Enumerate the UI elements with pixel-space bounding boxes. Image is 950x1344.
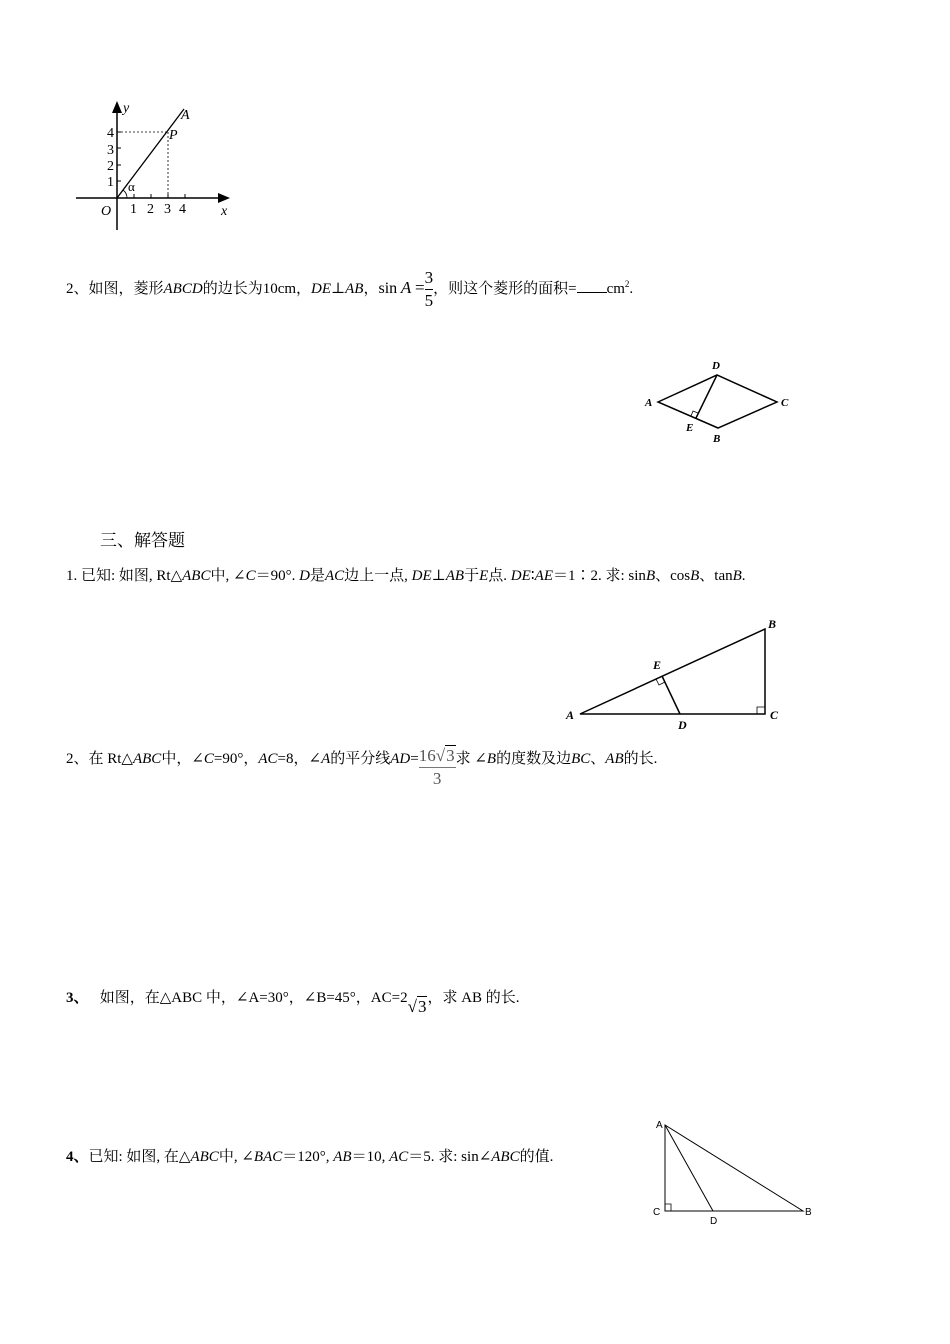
q1-label-a: A (566, 708, 575, 722)
q1-ac: AC (324, 568, 345, 584)
q2-fill-ab: AB (345, 281, 364, 297)
q1-p10: ＝1∶2. 求: sin (553, 568, 646, 584)
q4-label-d: D (710, 1216, 718, 1227)
ad-fraction-denominator: 3 (432, 769, 442, 788)
triangle-acb (665, 1125, 803, 1211)
rhombus-label-e: E (686, 422, 694, 434)
triangle-abc (580, 629, 765, 714)
q2-p9: 、 (590, 751, 606, 767)
y-axis-label: y (123, 101, 130, 116)
q2-fill-prefix: 2、如图，菱形 (66, 281, 164, 297)
q2-fill-sin: sin (378, 280, 398, 297)
rhombus-label-b: B (713, 433, 721, 445)
answer-blank (577, 278, 607, 293)
q2-a: A (321, 751, 331, 767)
q3-text2: ，求 AB 的长. (427, 990, 520, 1006)
fraction-denominator: 5 (424, 291, 434, 311)
q2-fill-abcd: ABCD (163, 281, 203, 297)
q2-p3: =90°， (213, 751, 259, 767)
y-tick-1: 1 (107, 175, 114, 190)
sqrt-symbol: √3 (435, 746, 455, 765)
q2-c: C (203, 751, 214, 767)
q1-de2: DE (510, 568, 531, 584)
x-tick-1: 1 (130, 202, 137, 217)
q2-fill-perp: ⊥ (331, 281, 346, 297)
point-p-label: P (169, 128, 178, 143)
q1-p6: ⊥ (431, 568, 446, 584)
segment-ed (662, 676, 680, 714)
q2-ac: AC (258, 751, 278, 767)
rhombus-label-a: A (645, 397, 653, 409)
q2-p5: 的平分线 (330, 751, 391, 767)
section-title: 三、解答题 (100, 531, 185, 550)
q1-label-d: D (678, 718, 687, 732)
y-tick-4: 4 (107, 126, 114, 141)
q1-label-b: B (768, 617, 777, 631)
q2-abc: ABC (132, 751, 162, 767)
q1-p2: 中, ∠ (210, 568, 246, 584)
origin-label: O (101, 204, 112, 219)
x-axis-label: x (221, 204, 228, 219)
q1-b2: B (690, 568, 700, 584)
q1-p8: 点. (488, 568, 511, 584)
q4-p1: 已知: 如图, 在△ (88, 1149, 191, 1165)
q3-label: 3、 (66, 990, 89, 1006)
q1-b1: B (645, 568, 656, 584)
question-3 (66, 986, 520, 1016)
q4-p4: ＝10, (351, 1149, 390, 1165)
q1-e: E (479, 568, 489, 584)
segment-de (696, 375, 717, 418)
q4-p2: 中, ∠ (218, 1149, 254, 1165)
q2-p2: 中，∠ (161, 751, 204, 767)
fraction-numerator: 3 (424, 268, 434, 288)
q2-fill-suffix: ，则这个菱形的面积= (433, 281, 577, 297)
q2-fill-eq: = (415, 278, 425, 297)
q1-ab: AB (445, 568, 465, 584)
question-1 (66, 566, 746, 586)
q1-p9: ∶ (530, 568, 535, 584)
q2-p1: 2、在 Rt△ (66, 751, 133, 767)
q4-label-a: A (656, 1120, 663, 1131)
rhombus-label-d: D (712, 360, 720, 372)
q2-ab: AB (605, 751, 624, 767)
q2-p8: 的度数及边 (496, 751, 572, 767)
rhombus-shape (658, 375, 777, 428)
q1-p13: . (741, 568, 746, 584)
q2-fill-unit: cm (606, 281, 625, 297)
triangle-figure-q4 (648, 1116, 823, 1231)
q4-p3: ＝120°, (282, 1149, 334, 1165)
q1-p3: ＝90°. (255, 568, 300, 584)
triangle-figure-q1 (560, 612, 790, 734)
right-angle-mark-c (757, 707, 765, 714)
q1-p4: 是 (309, 568, 325, 584)
q4-bac: BAC (253, 1149, 283, 1165)
x-axis-arrow-icon (218, 193, 230, 203)
y-axis-arrow-icon (112, 101, 122, 113)
q4-label: 4、 (66, 1149, 89, 1165)
q4-p6: 的值. (519, 1149, 554, 1165)
q1-label-c: C (770, 708, 779, 722)
sqrt-symbol: √3 (407, 997, 427, 1016)
y-tick-2: 2 (107, 159, 114, 174)
rhombus-figure (640, 358, 800, 448)
y-tick-3: 3 (107, 143, 114, 158)
coordinate-figure (70, 95, 240, 235)
q2-b: B (486, 751, 497, 767)
question-4 (66, 1147, 553, 1167)
q4-label-c: C (653, 1207, 661, 1218)
q2-fill-a: A (400, 278, 412, 297)
q1-de: DE (411, 568, 432, 584)
ad-fraction (419, 746, 456, 789)
q3-radicand: 3 (417, 997, 427, 1016)
x-tick-3: 3 (164, 202, 171, 217)
q1-p1: 1. 已知: 如图, Rt△ (66, 568, 183, 584)
q2-p7: 求 ∠ (455, 751, 487, 767)
q2-fill-end: . (629, 281, 634, 297)
question-fill-2 (66, 262, 634, 311)
q1-p5: 边上一点, (344, 568, 412, 584)
rhombus-label-c: C (781, 397, 789, 409)
q1-c: C (245, 568, 256, 584)
angle-arc (123, 190, 127, 198)
q1-p11: 、cos (655, 568, 691, 584)
q1-label-e: E (653, 658, 662, 672)
right-angle-mark-c (665, 1204, 671, 1211)
q4-ab: AB (333, 1149, 352, 1165)
q2-p10: 的长. (623, 751, 658, 767)
q2-fill-comma: ， (363, 281, 379, 297)
segment-ad (665, 1125, 713, 1211)
q1-d: D (299, 568, 310, 584)
q2-fill-sup: 2 (624, 279, 630, 289)
point-a-label: A (181, 108, 190, 123)
q2-fill-mid: 的边长为10cm， (202, 281, 312, 297)
q4-label-b: B (805, 1207, 812, 1218)
q2-p6: = (410, 751, 419, 767)
q1-p12: 、tan (699, 568, 733, 584)
q4-p5: ＝5. 求: sin∠ (408, 1149, 492, 1165)
q2-ad: AD (390, 751, 411, 767)
q1-ae: AE (534, 568, 553, 584)
sin-fraction (425, 268, 434, 311)
q2-p4: =8，∠ (277, 751, 322, 767)
question-2 (66, 746, 657, 796)
q3-text1: 如图，在△ABC 中，∠A=30°，∠B=45°，AC=2 (99, 990, 408, 1006)
ad-fraction-coef: 16 (418, 746, 436, 765)
ad-fraction-radicand: 3 (446, 746, 455, 765)
x-tick-4: 4 (179, 202, 186, 217)
q1-b3: B (732, 568, 742, 584)
q1-p7: 于 (464, 568, 480, 584)
q2-bc: BC (571, 751, 591, 767)
x-tick-2: 2 (147, 202, 154, 217)
q4-ac: AC (389, 1149, 409, 1165)
q4-abc: ABC (190, 1149, 219, 1165)
q4-abc2: ABC (491, 1149, 520, 1165)
q1-abc: ABC (182, 568, 211, 584)
angle-label: α (128, 179, 135, 194)
q2-fill-de: DE (311, 281, 332, 297)
